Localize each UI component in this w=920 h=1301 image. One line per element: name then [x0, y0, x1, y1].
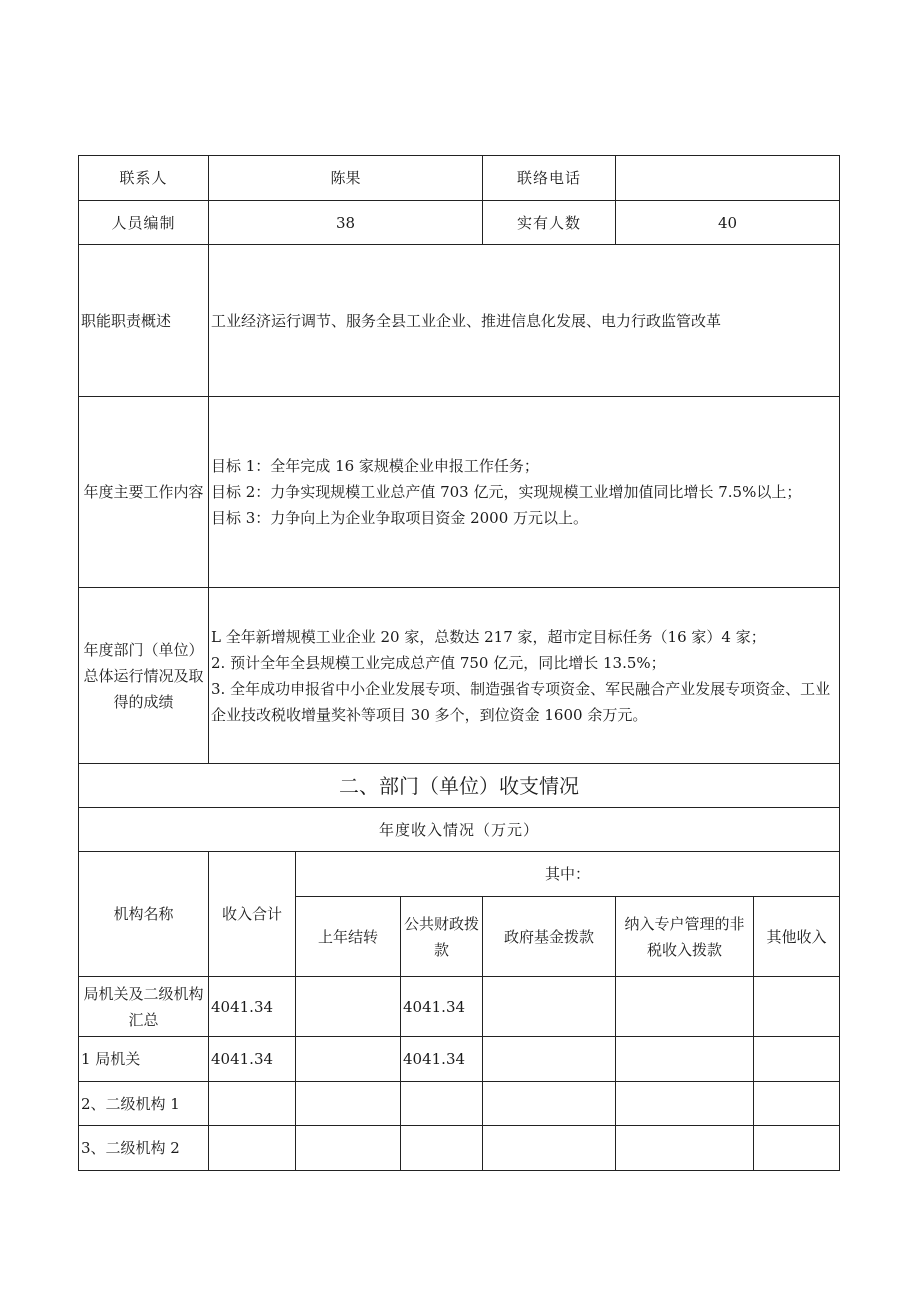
- phone-label: 联络电话: [483, 156, 616, 201]
- income-title-row: [79, 808, 840, 852]
- section-title: 二、部门（单位）收支情况: [79, 764, 840, 808]
- income-title: 年度收入情况（万元）: [79, 808, 840, 852]
- staff-quota-value: 38: [209, 201, 483, 245]
- work-line: 目标 2：力争实现规模工业总产值 703 亿元，实现规模工业增加值同比增长 7.5%以上；: [211, 483, 802, 501]
- public-cell: 4041.34: [401, 977, 483, 1037]
- col-total-header: 收入合计: [209, 852, 296, 977]
- other-cell: [754, 977, 840, 1037]
- total-cell: 4041.34: [209, 1037, 296, 1082]
- duties-row: [79, 245, 840, 397]
- results-label: 年度部门（单位）总体运行情况及取得的成绩: [79, 588, 209, 764]
- org-name-cell: 2、二级机构 1: [79, 1082, 209, 1126]
- total-cell: 4041.34: [209, 977, 296, 1037]
- other-cell: [754, 1037, 840, 1082]
- fund-cell: [483, 977, 616, 1037]
- col-other-header: 其他收入: [754, 897, 840, 977]
- other-cell: [754, 1082, 840, 1126]
- org-name-cell: 1 局机关: [79, 1037, 209, 1082]
- staff-row: [79, 201, 840, 245]
- duties-label: 职能职责概述: [79, 245, 209, 397]
- org-name-cell: 3、二级机构 2: [79, 1126, 209, 1171]
- nontax-cell: [616, 1082, 754, 1126]
- public-cell: 4041.34: [401, 1037, 483, 1082]
- nontax-cell: [616, 977, 754, 1037]
- col-org-header: 机构名称: [79, 852, 209, 977]
- public-cell: [401, 1126, 483, 1171]
- nontax-cell: [616, 1037, 754, 1082]
- col-group-header: 其中：: [296, 852, 840, 897]
- table-row: [79, 1037, 840, 1082]
- public-cell: [401, 1082, 483, 1126]
- table-row: [79, 1082, 840, 1126]
- fund-cell: [483, 1037, 616, 1082]
- col-carry-header: 上年结转: [296, 897, 401, 977]
- org-name-cell: 局机关及二级机构汇总: [79, 977, 209, 1037]
- nontax-cell: [616, 1126, 754, 1171]
- actual-staff-label: 实有人数: [483, 201, 616, 245]
- work-line: 目标 1：全年完成 16 家规模企业申报工作任务；: [211, 457, 539, 475]
- results-row: [79, 588, 840, 764]
- total-cell: [209, 1126, 296, 1171]
- staff-quota-label: 人员编制: [79, 201, 209, 245]
- other-cell: [754, 1126, 840, 1171]
- contact-value: 陈果: [209, 156, 483, 201]
- budget-form-table: [78, 155, 840, 1171]
- carry-cell: [296, 1082, 401, 1126]
- col-fund-header: 政府基金拨款: [483, 897, 616, 977]
- total-cell: [209, 1082, 296, 1126]
- carry-cell: [296, 1037, 401, 1082]
- contact-label: 联系人: [79, 156, 209, 201]
- fund-cell: [483, 1126, 616, 1171]
- phone-value: [616, 156, 840, 201]
- work-label: 年度主要工作内容: [79, 397, 209, 588]
- duties-text: 工业经济运行调节、服务全县工业企业、推进信息化发展、电力行政监管改革: [209, 245, 840, 397]
- carry-cell: [296, 1126, 401, 1171]
- results-line: 3. 全年成功申报省中小企业发展专项、制造强省专项资金、军民融合产业发展专项资金、工业企业技改税收增量奖补等项目 30 多个，到位资金 1600 余万元。: [211, 679, 831, 724]
- work-row: [79, 397, 840, 588]
- income-header-row: [79, 852, 840, 897]
- work-content: [209, 397, 840, 588]
- results-line: L 全年新增规模工业企业 20 家，总数达 217 家，超市定目标任务（16 家）4 家；: [211, 627, 766, 646]
- results-content: [209, 588, 840, 764]
- col-public-header: 公共财政拨款: [401, 897, 483, 977]
- table-row: [79, 977, 840, 1037]
- table-row: [79, 1126, 840, 1171]
- work-line: 目标 3：力争向上为企业争取项目资金 2000 万元以上。: [211, 509, 589, 527]
- contact-row: [79, 156, 840, 201]
- actual-staff-value: 40: [616, 201, 840, 245]
- results-line: 2. 预计全年全县规模工业完成总产值 750 亿元，同比增长 13.5%；: [211, 653, 666, 672]
- fund-cell: [483, 1082, 616, 1126]
- col-nontax-header: 纳入专户管理的非税收入拨款: [616, 897, 754, 977]
- section-row: [79, 764, 840, 808]
- carry-cell: [296, 977, 401, 1037]
